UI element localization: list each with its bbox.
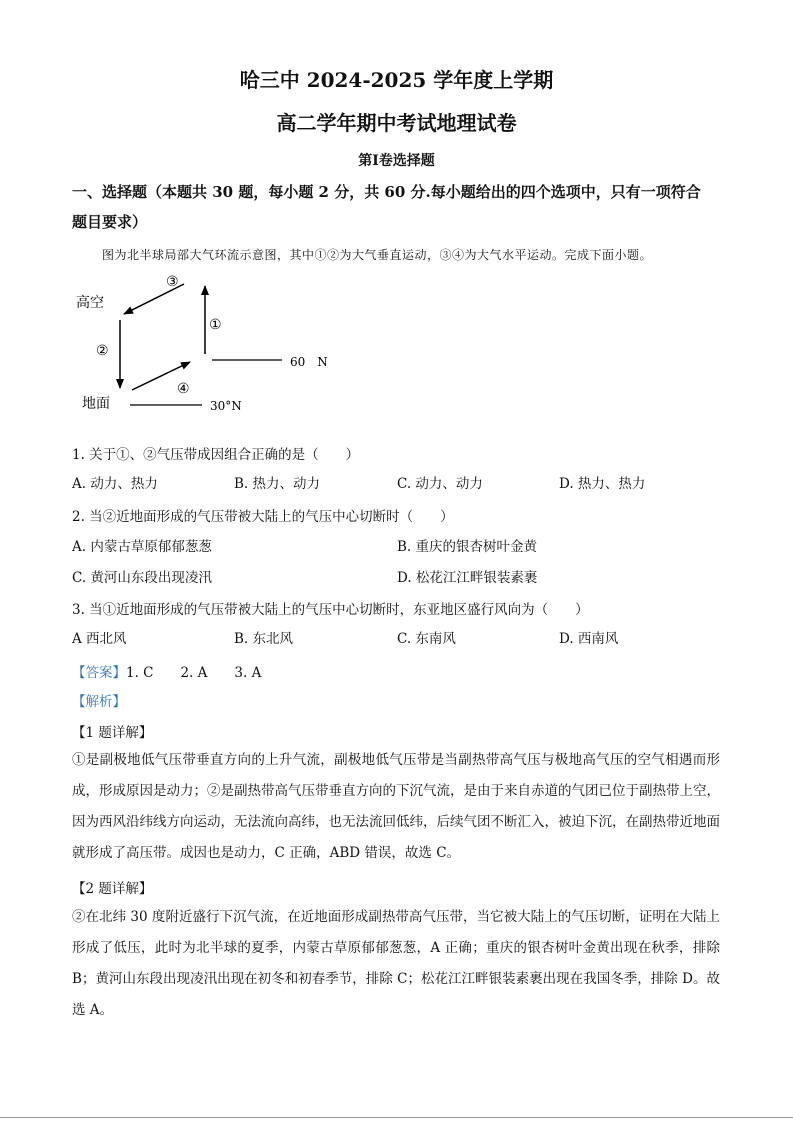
question-1-stem: 1. 关于①、②气压带成因组合正确的是（ ）: [72, 447, 360, 463]
mark-3: ③: [166, 274, 179, 290]
question-3-option-b: B. 东北风: [234, 631, 294, 647]
question-2-option-b: B. 重庆的银杏树叶金黄: [397, 539, 538, 555]
detail-2-heading: 【2 题详解】: [72, 881, 153, 897]
detail-1-text: ①是副极地低气压带垂直方向的上升气流，副极地低气压带是当副热带高气压与极地高气压的空气相遇而形成，形成原因是动力；②是副热带高气压带垂直方向的下沉气流，是由于来自赤道的气团已位于副热带上空，因为西风沿纬线方向运动，无法流向高纬，也无法流回低纬，后续气团不断汇入，被迫下沉，在副热带近地面就形成了高压带。成因也是动力，C 正确，ABD 错误，故选 C。: [72, 752, 720, 861]
question-1-option-d: D. 热力、热力: [559, 476, 646, 492]
question-2-stem: 2. 当②近地面形成的气压带被大陆上的气压中心切断时（ ）: [72, 509, 454, 525]
answer-tag: 【答案】: [72, 665, 126, 681]
section-heading-line1: 一、选择题（本题共 30 题，每小题 2 分，共 60 分.每小题给出的四个选项中，只有一项符合: [72, 183, 701, 201]
lat-30-label: 30°N: [210, 399, 242, 413]
question-2-option-d: D. 松花江江畔银装素裹: [397, 570, 538, 586]
question-3-option-a: A 西北风: [72, 631, 127, 647]
exam-title: 哈三中 2024-2025 学年度上学期: [239, 68, 554, 92]
volume-heading: 第Ⅰ卷选择题: [358, 153, 435, 169]
mark-1: ①: [209, 317, 222, 333]
page-bottom-divider: [0, 1117, 793, 1118]
detail-1-heading: 【1 题详解】: [72, 725, 153, 741]
question-3-option-c: C. 东南风: [397, 631, 456, 647]
question-3-option-d: D. 西南风: [559, 631, 619, 647]
question-intro: 图为北半球局部大气环流示意图，其中①②为大气垂直运动，③④为大气水平运动。完成下面小题。: [102, 248, 653, 262]
section-heading-line2: 题目要求）: [72, 213, 148, 231]
exam-subtitle: 高二学年期中考试地理试卷: [276, 111, 517, 135]
question-1-option-b: B. 热力、动力: [234, 476, 321, 492]
label-ground: 地面: [82, 396, 110, 412]
question-1-option-a: A. 动力、热力: [72, 476, 158, 492]
circulation-diagram: [60, 262, 360, 422]
question-3-stem: 3. 当①近地面形成的气压带被大陆上的气压中心切断时，东亚地区盛行风向为（ ）: [72, 602, 589, 618]
answer-text: 1. C 2. A 3. A: [126, 665, 262, 681]
detail-2-text: ②在北纬 30 度附近盛行下沉气流，在近地面形成副热带高气压带，当它被大陆上的气压切断，证明在大陆上形成了低压，此时为北半球的夏季，内蒙古草原郁郁葱葱，A 正确；重庆的银杏树叶金黄出现在秋季，排除 B；黄河山东段出现凌汛出现在初冬和初春季节，排除 C；松花江江畔银装素裹出现在我国冬季，排除 D。故选 A。: [72, 909, 720, 1018]
mark-4: ④: [177, 381, 190, 397]
question-1-option-c: C. 动力、动力: [397, 476, 483, 492]
answer-line: [72, 661, 261, 681]
question-2-option-c: C. 黄河山东段出现凌汛: [72, 570, 212, 586]
question-2-option-a: A. 内蒙古草原郁郁葱葱: [72, 539, 212, 555]
mark-2: ②: [96, 343, 109, 359]
label-high-altitude: 高空: [76, 295, 104, 311]
analysis-tag: 【解析】: [72, 694, 126, 710]
lat-60-label: 60 N: [290, 355, 328, 369]
